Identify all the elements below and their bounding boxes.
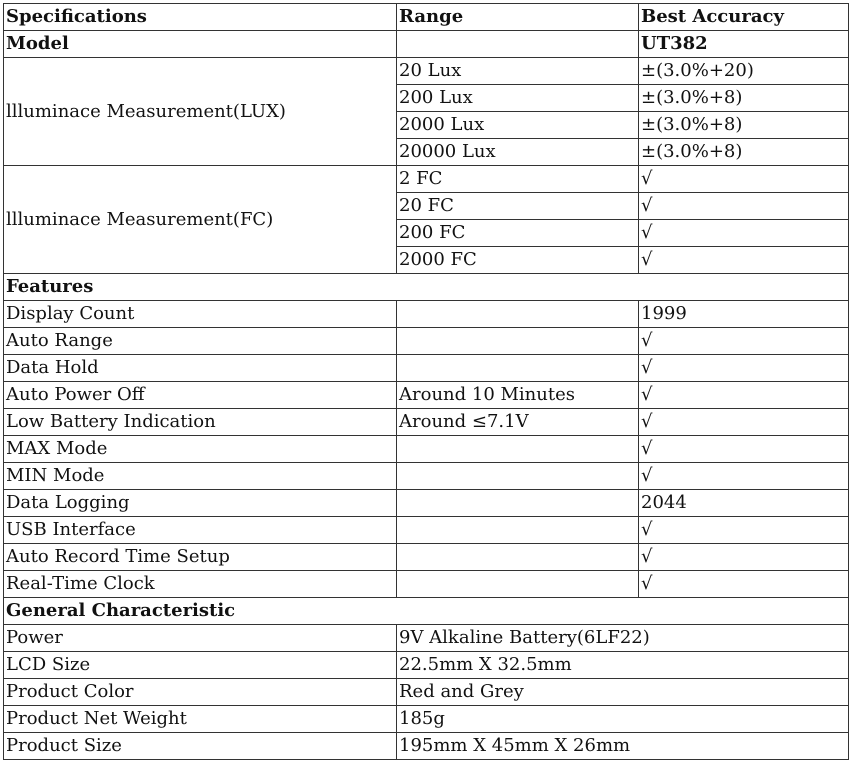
- header-row: [4, 4, 849, 31]
- general-title: General Characteristic: [4, 598, 849, 625]
- feature-range: [397, 436, 639, 463]
- specifications-table: [3, 3, 849, 760]
- header-best-accuracy: Best Accuracy: [639, 4, 849, 31]
- general-name: Power: [4, 625, 397, 652]
- feature-value: √: [639, 409, 849, 436]
- lux-accuracy: ±(3.0%+20): [639, 58, 849, 85]
- fc-range: 2000 FC: [397, 247, 639, 274]
- feature-range: Around ≤7.1V: [397, 409, 639, 436]
- lux-range: 2000 Lux: [397, 112, 639, 139]
- feature-row: [4, 301, 849, 328]
- feature-range: [397, 463, 639, 490]
- feature-row: [4, 328, 849, 355]
- feature-value: √: [639, 328, 849, 355]
- lux-accuracy: ±(3.0%+8): [639, 112, 849, 139]
- lux-label: llluminace Measurement(LUX): [4, 58, 397, 166]
- general-name: Product Net Weight: [4, 706, 397, 733]
- lux-range: 200 Lux: [397, 85, 639, 112]
- feature-row: [4, 517, 849, 544]
- lux-accuracy: ±(3.0%+8): [639, 85, 849, 112]
- general-name: Product Size: [4, 733, 397, 760]
- feature-row: [4, 436, 849, 463]
- feature-value: √: [639, 544, 849, 571]
- model-range-empty: [397, 31, 639, 58]
- feature-range: [397, 355, 639, 382]
- model-value: UT382: [639, 31, 849, 58]
- feature-range: [397, 301, 639, 328]
- general-name: LCD Size: [4, 652, 397, 679]
- fc-accuracy: √: [639, 193, 849, 220]
- feature-range: [397, 517, 639, 544]
- model-label: Model: [4, 31, 397, 58]
- feature-value: √: [639, 355, 849, 382]
- general-value: 9V Alkaline Battery(6LF22): [397, 625, 849, 652]
- lux-accuracy: ±(3.0%+8): [639, 139, 849, 166]
- general-row: [4, 733, 849, 760]
- general-value: Red and Grey: [397, 679, 849, 706]
- fc-range: 200 FC: [397, 220, 639, 247]
- general-row: [4, 652, 849, 679]
- feature-range: Around 10 Minutes: [397, 382, 639, 409]
- feature-range: [397, 490, 639, 517]
- general-row: [4, 625, 849, 652]
- general-row: [4, 679, 849, 706]
- general-value: 185g: [397, 706, 849, 733]
- fc-accuracy: √: [639, 247, 849, 274]
- feature-name: Real-Time Clock: [4, 571, 397, 598]
- feature-name: USB Interface: [4, 517, 397, 544]
- lux-range: 20000 Lux: [397, 139, 639, 166]
- fc-range: 2 FC: [397, 166, 639, 193]
- features-title: Features: [4, 274, 849, 301]
- model-row: [4, 31, 849, 58]
- feature-value: √: [639, 517, 849, 544]
- feature-range: [397, 571, 639, 598]
- header-specifications: Specifications: [4, 4, 397, 31]
- feature-value: √: [639, 463, 849, 490]
- feature-name: MAX Mode: [4, 436, 397, 463]
- fc-label: llluminace Measurement(FC): [4, 166, 397, 274]
- feature-range: [397, 544, 639, 571]
- feature-name: MIN Mode: [4, 463, 397, 490]
- feature-row: [4, 544, 849, 571]
- feature-row: [4, 409, 849, 436]
- lux-row: [4, 58, 849, 85]
- general-section-row: [4, 598, 849, 625]
- general-row: [4, 706, 849, 733]
- feature-row: [4, 490, 849, 517]
- feature-row: [4, 355, 849, 382]
- fc-row: [4, 166, 849, 193]
- feature-row: [4, 463, 849, 490]
- general-value: 195mm X 45mm X 26mm: [397, 733, 849, 760]
- feature-value: 2044: [639, 490, 849, 517]
- feature-value: √: [639, 436, 849, 463]
- feature-name: Auto Record Time Setup: [4, 544, 397, 571]
- feature-value: √: [639, 382, 849, 409]
- lux-range: 20 Lux: [397, 58, 639, 85]
- feature-name: Data Hold: [4, 355, 397, 382]
- general-value: 22.5mm X 32.5mm: [397, 652, 849, 679]
- header-range: Range: [397, 4, 639, 31]
- feature-row: [4, 571, 849, 598]
- feature-range: [397, 328, 639, 355]
- fc-accuracy: √: [639, 220, 849, 247]
- feature-name: Auto Power Off: [4, 382, 397, 409]
- general-name: Product Color: [4, 679, 397, 706]
- feature-value: 1999: [639, 301, 849, 328]
- feature-row: [4, 382, 849, 409]
- feature-value: √: [639, 571, 849, 598]
- fc-accuracy: √: [639, 166, 849, 193]
- fc-range: 20 FC: [397, 193, 639, 220]
- feature-name: Data Logging: [4, 490, 397, 517]
- features-section-row: [4, 274, 849, 301]
- feature-name: Low Battery Indication: [4, 409, 397, 436]
- feature-name: Display Count: [4, 301, 397, 328]
- feature-name: Auto Range: [4, 328, 397, 355]
